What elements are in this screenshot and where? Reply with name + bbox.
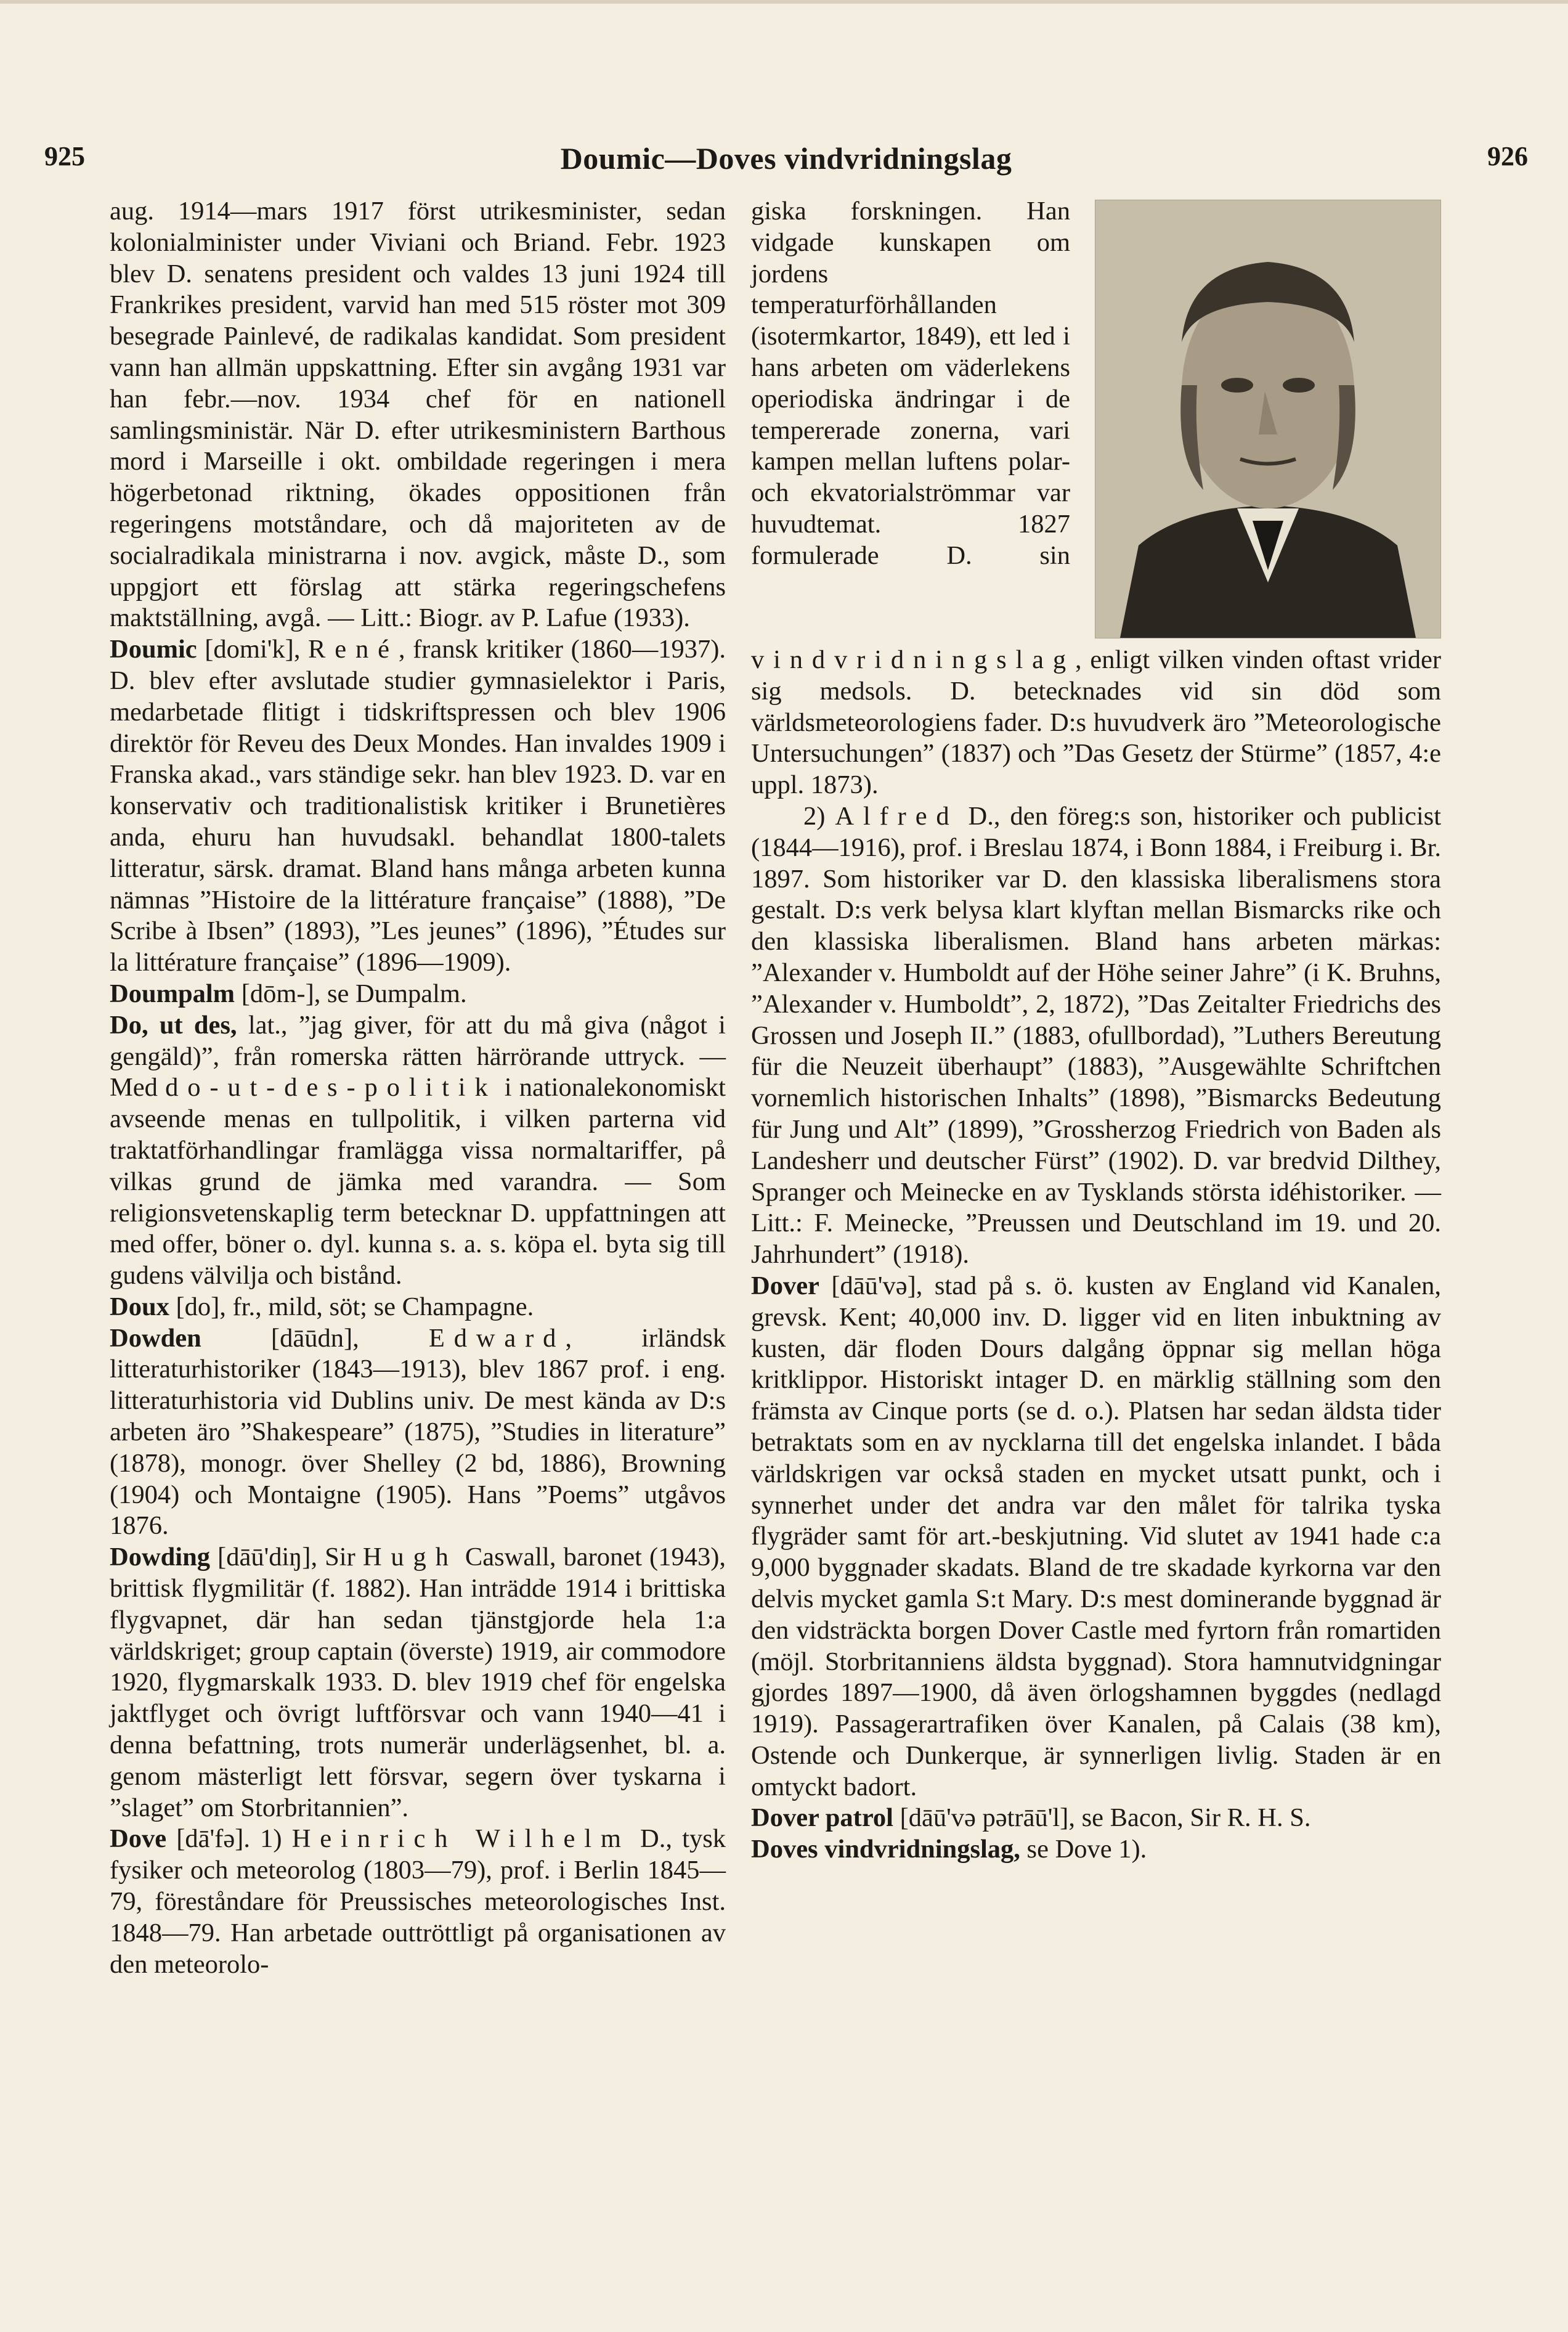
entry-text: [do], fr., mild, söt; se Champagne. (169, 1292, 534, 1321)
right-entry-3 (751, 1834, 1441, 1865)
entry-text: lat., ”jag giver, för att du må giva (något i gengäld)”, från romerska rätten härrörande uttryck. — Med (110, 1010, 726, 1103)
entry-text: , fransk kritiker (1860—1937). D. blev efter avslutade studier gymnasielektor i Paris, medarbetade flitigt i tidskriftspressen och blev 1906 direktör för Reveu des Deux Mondes. Han invaldes 1909 i Franska akad., vars ständige sekr. han blev 1923. D. var en konservativ och traditionalistisk kritiker i Brunetières anda, ehuru han huvudsakl. behandlat 1800-talets litteratur, särsk. dramat. Bland hans många arbeten kunna nämnas ”Histoire de la littérature française” (1888), ”De Scribe à Ibsen” (1893), ”Les jeunes” (1896), ”Études sur la littérature française” (1896—1909). (110, 635, 726, 977)
entry-text: [domi'k], (197, 635, 309, 664)
entry-text: , irländsk litteraturhistoriker (1843—1913), blev 1867 prof. i eng. litteraturhistoria vid Dublins univ. De mest kända av D:s arbeten äro ”Shakespeare” (1875), ”Studies in literature” (1878), monogr. över Shelley (2 bd, 1886), Browning (1904) och Montaigne (1905). Hans ”Poems” utgåvos 1876. (110, 1323, 726, 1541)
left-entry-1 (110, 634, 726, 979)
entry-headword: Dove (110, 1824, 167, 1854)
entry-spaced-name: Heinrich Wilhelm (291, 1824, 630, 1854)
entry-text: D., tysk fysiker och meteorolog (1803—79), prof. i Berlin 1845—79, föreståndare för Preussisches meteorologisches Inst. 1848—79. Han arbetade outtröttligt på organisationen av den meteorolo- (110, 1824, 726, 1979)
right-column (751, 196, 1441, 1865)
right-entry-1 (751, 1271, 1441, 1803)
left-entry-4 (110, 1292, 726, 1323)
left-entry-3 (110, 1010, 726, 1292)
page-header (44, 141, 1528, 184)
entry-spaced-name: do-ut-des-politik (165, 1073, 497, 1103)
entry-spaced-name: Hugh (362, 1543, 458, 1572)
entry-headword: Doumpalm (110, 979, 235, 1008)
entry-text: giska forskningen. Han vidgade kunskapen om jordens temperaturförhållanden (isotermkartor, 1849), ett led i hans arbeten om väderlekens operiodiska ändringar i de tempererade zonerna, vari kampen mellan luftens polar- och ekvatorialströmmar var huvudtemat. 1827 formulerade D. sin (751, 197, 1070, 570)
portrait-illustration (1095, 200, 1440, 638)
page-number-left: 925 (44, 141, 85, 171)
entry-text: i nationalekonomiskt avseende menas en tullpolitik, i vilken parterna vid traktatförhandlingar framlägga vissa normaltariffer, på vilkas grund de jämka med varandra. — Som religionsvetenskaplig term betecknar D. uppfattningen att med offer, böner o. dyl. kunna s. a. s. köpa el. byta sig till gudens välvilja och bistånd. (110, 1073, 726, 1290)
entry-spaced-name: vindvridningslag (751, 645, 1076, 674)
entry-spaced-name: René (308, 635, 399, 664)
entry-headword: Dowden (110, 1323, 201, 1353)
entry-text: [dāūdn], (201, 1323, 429, 1353)
left-entry-5 (110, 1323, 726, 1543)
left-entry-6 (110, 1542, 726, 1824)
entry-headword: Doux (110, 1292, 169, 1321)
entry-headword: Dover patrol (751, 1803, 893, 1833)
portrait-image (1095, 200, 1441, 638)
running-head: Doumic—Doves vindvridningslag (560, 141, 1012, 176)
entry-text: aug. 1914—mars 1917 först utrikesminister, sedan kolonialminister under Viviani och Briand. Febr. 1923 blev D. senatens president och valdes 13 juni 1924 till Frankrikes president, varvid han med 515 röster mot 309 besegrade Painlevé, de radikalas kandidat. Som president vann han allmän uppskattning. Efter sin avgång 1931 var han febr.—nov. 1934 chef för en nationell samlingsministär. När D. efter utrikesministern Barthous mord i Marseille i okt. ombildade regeringen i mera högerbetonad riktning, ökades oppositionen från regeringens motståndare, och då majoriteten av de socialradikala ministrarna i nov. avgick, måste D., som uppgjort ett förslag att stärka regeringschefens maktställning, avgå. — Litt.: Biogr. av P. Lafue (1933). (110, 197, 726, 633)
entry-headword: Doumic (110, 635, 197, 664)
entry-headword: Dover (751, 1271, 819, 1300)
entry-spaced-name: Edward (428, 1323, 566, 1353)
entry-text: [dā'fə]. 1) (166, 1824, 292, 1854)
entry-text: 2) (803, 801, 835, 831)
left-entry-7 (110, 1824, 726, 1980)
entry-text: [dāū'və pətrāū'l], se Bacon, Sir R. H. S. (893, 1803, 1311, 1833)
entry-text: [dāū'və], stad på s. ö. kusten av England vid Kanalen, grevsk. Kent; 40,000 inv. D. ligger vid en liten inbuktning av kusten, där floden Dours dalgång öppnar sig mellan höga kritklippor. Historiskt intager D. en märklig ställning som den främsta av Cinque ports (se d. o.). Platsen har sedan äldsta tider betraktats som en av nycklarna till det engelska inlandet. I båda världskrigen var också staden en mycket utsatt punkt, och i synnerhet under det andra var den målet för talrika tyska flygräder samt för art.-beskjutning. Vid slutet av 1941 hade c:a 9,000 byggnader skadats. Bland de tre skadade kyrkorna var den delvis mycket gamla S:t Mary. D:s mest dominerande byggnad är den vidsträckta borgen Dover Castle med fyrtorn från romartiden (möjl. Storbritanniens äldsta byggnad). Stora hamnutvidgningar gjordes 1897—1900, då även örlogshamnen byggdes (nedlagd 1919). Passagerartrafiken över Kanalen, på Calais (38 km), Ostende och Dunkerque, är synnerligen livlig. Staden är en omtyckt badort. (751, 1271, 1441, 1801)
page-number-right: 926 (1487, 141, 1528, 171)
entry-headword: Doves vindvridningslag, (751, 1835, 1020, 1864)
right-entry-0 (751, 801, 1441, 1271)
right-entry-2 (751, 1803, 1441, 1834)
left-column (110, 196, 726, 1980)
left-entry-2 (110, 979, 726, 1010)
entry-text: [dāū'diŋ], Sir (209, 1543, 363, 1572)
entry-text: , enligt vilken vinden oftast vrider sig medsols. D. betecknades vid sin död som världsmeteorologiens fader. D:s huvudverk äro ”Meteorologische Untersuchungen” (1837) och ”Das Gesetz der Stürme” (1857, 4:e uppl. 1873). (751, 645, 1441, 800)
entry-text: [dōm-], se Dumpalm. (235, 979, 467, 1008)
entry-headword: Do, ut des, (110, 1010, 237, 1040)
left-entry-0 (110, 196, 726, 634)
entry-text: D., den föreg:s son, historiker och publicist (1844—1916), prof. i Breslau 1874, i Bonn 1884, i Freiburg i. Br. 1897. Som historiker var D. den klassiska liberalismens stora gestalt. D:s verk belysa klart klyftan mellan Bismarcks rike och den klassiska liberalismen. Bland hans arbeten märkas: ”Alexander v. Humboldt auf der Höhe seiner Jahre” (i K. Bruhns, ”Alexander v. Humboldt”, 2, 1872), ”Das Zeitalter Friedrichs des Grossen und Joseph II.” (1883, ofullbordad), ”Luthers Bereutung für die Neuzeit überhaupt” (1883), ”Ausgewählte Schriftchen vornemlich historischen Inhalts” (1898), ”Bismarcks Bedeutung für Jung und Alt” (1899), ”Grossherzog Friedrich von Baden als Landesherr und deutscher Fürst” (1902). D. var bredvid Dilthey, Spranger och Meinecke en av Tysklands största idéhistoriker. — Litt.: F. Meinecke, ”Preussen und Deutschland im 19. und 20. Jahrhundert” (1918). (751, 801, 1442, 1270)
entry-spaced-name: Alfred (835, 801, 959, 831)
entry-headword: Dowding (110, 1543, 210, 1572)
page-top-edge (0, 0, 1568, 4)
entry-text: se Dove 1). (1020, 1835, 1147, 1864)
entry-text: Caswall, baronet (1943), brittisk flygmilitär (f. 1882). Han inträdde 1914 i brittiska flygvapnet, där han sedan tjänstgjorde hela 1:a världskriget; group captain (överste) 1919, air commodore 1920, flygmarskalk 1933. D. blev 1919 chef för engelska jaktflyget och övrigt luftförsvar och vann 1940—41 i denna befattning, trots numerär underlägsenhet, bl. a. genom mästerligt lett försvar, segern över tyskarna i ”slaget” om Storbritannien”. (110, 1543, 726, 1822)
